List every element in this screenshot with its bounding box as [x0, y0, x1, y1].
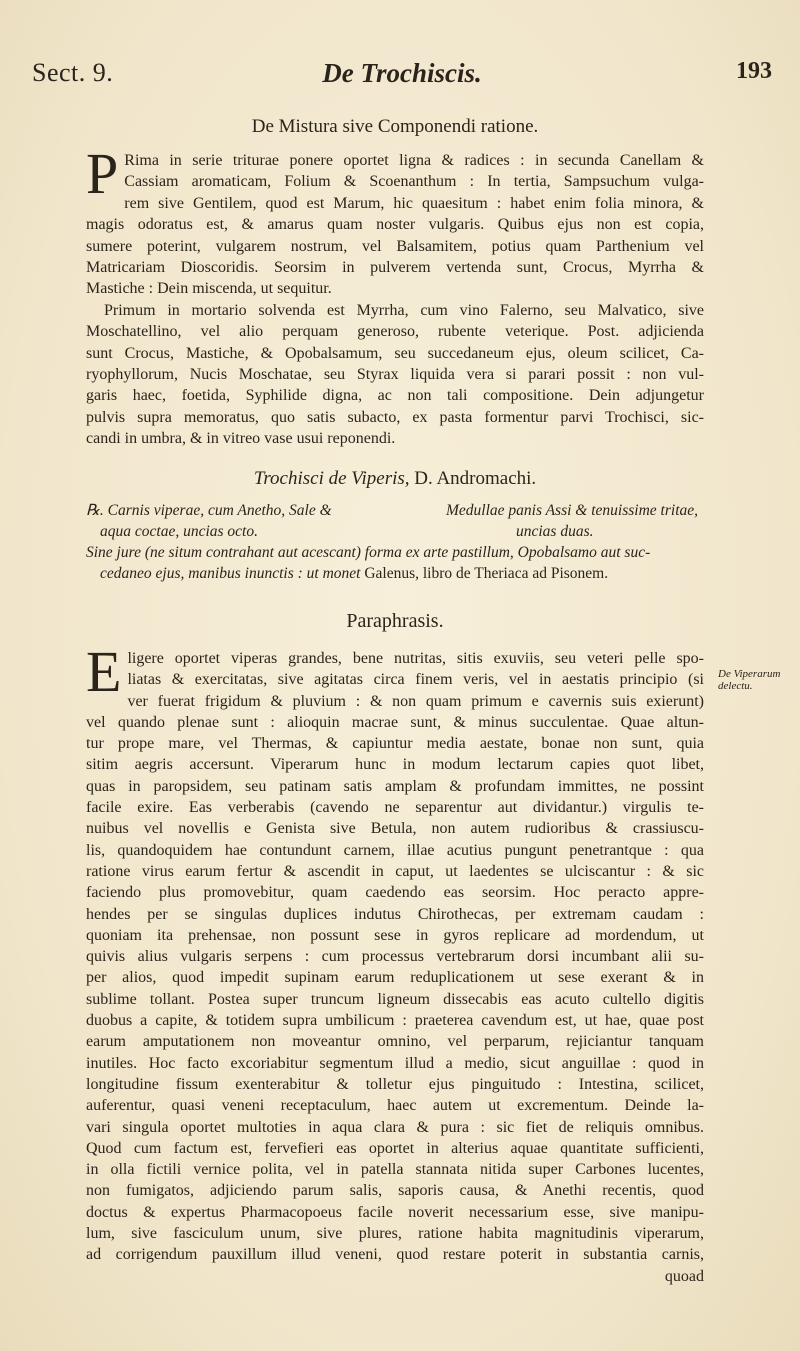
recipe-block	[86, 500, 704, 584]
paraphrasis-heading: Paraphrasis.	[346, 610, 444, 632]
text-line: duobus a capite, & totidem supra umbilicum : praeterea cavendum est, ut hae, quae post	[86, 1012, 704, 1030]
recipe-source: Galenus, libro de Theriaca ad Pisonem.	[364, 565, 609, 582]
text-line: tur prope mare, vel Thermas, & capiuntur media aestate, bonae non sunt, quia	[86, 735, 704, 753]
text-line: earum amputationem non moveantur omnino, vel perparum, rejiciantur tanquam	[86, 1033, 704, 1051]
catchword: quoad	[664, 1267, 704, 1285]
text-line: Moschatellino, vel alio perquam generoso, rubente veterique. Post. adjicienda	[86, 323, 704, 341]
text-line: liatas & exercitatas, sive agitatas circa finem veris, vel in aestatis principio (si	[127, 671, 704, 689]
text-line: non fumigatos, adjiciendo parum salis, saporis causa, & Anethi recentis, quod	[86, 1182, 704, 1200]
section-label: Sect. 9.	[32, 58, 114, 87]
text-line: Matricariam Dioscoridis. Seorsim in pulverem vertenda sunt, Crocus, Myrrha &	[86, 258, 704, 276]
text-line: auferentur, quasi veneni receptaculum, haec autem ut excrementum. Deinde la-	[86, 1097, 704, 1115]
recipe-quantity: aqua coctae, uncias octo.	[100, 523, 258, 540]
recipe-heading-author: D. Andromachi.	[414, 468, 537, 489]
text-line: ver fuerat frigidum & pluvium : & non quam primum e cavernis suis exierunt)	[127, 692, 704, 710]
text-line: vari singula oportet multoties in aqua clara & pura : sic fiet de reliquis omnibus.	[86, 1118, 704, 1136]
text-line: ryophyllorum, Nucis Moschatae, seu Styrax liquida vera si parari possit : non vul-	[86, 365, 704, 383]
text-line: faciendo plus promovebitur, quam caedendo eas seorsim. Hoc peracto appre-	[86, 884, 704, 902]
paragraph-paraphrasis	[86, 639, 704, 1287]
text-line: hendes per se singulas duplices indutus Chirothecas, per extremam caudam :	[86, 905, 704, 923]
text-line: quivis alius vulgaris serpens : cum processus vertebrarum dorsi incumbant alii su-	[86, 948, 704, 966]
text-line: sumere poterint, vulgarem nostrum, vel Balsamitem, potius quam Parthenium vel	[86, 237, 704, 255]
text-line: lum, sive fasciculum unum, sive plures, ratione habita magnitudinis viperarum,	[86, 1225, 704, 1243]
recipe-instruction: cedaneo ejus, manibus inunctis : ut monet	[100, 565, 361, 582]
text-line: Primum in mortario solvenda est Myrrha, cum vino Falerno, seu Malvatico, sive	[104, 301, 704, 319]
recipe-ingredient: ℞. Carnis viperae, cum Anetho, Sale &	[86, 502, 332, 519]
text-line: sublime tollant. Postea super truncum ligneum dissecabis eas acuto cultello digitis	[86, 990, 704, 1008]
text-line: garis haec, foetida, Syphilide digna, ac non tali compositione. Dein adjungetur	[86, 387, 704, 405]
drop-cap: P	[86, 141, 119, 206]
text-line: pulvis supra memoratus, quo satis subacto, ex pasta formentur parvi Trochisci, sic-	[86, 408, 704, 426]
recipe-heading	[86, 468, 704, 490]
page-title: De Trochiscis.	[322, 58, 482, 88]
section-heading: De Mistura sive Componendi ratione.	[251, 116, 539, 137]
text-line: longitudine fissum exenterabitur & tolletur ejus pinguitudo : Intestina, scilicet,	[86, 1075, 704, 1093]
text-line: sitim aegris accersunt. Viperarum hunc in modum lectarum capies quot libet,	[86, 756, 704, 774]
text-line: nuibus vel novellis e Genista sive Betula, non autem rudioribus & crassiuscu-	[86, 820, 704, 838]
page-number: 193	[736, 58, 772, 84]
drop-cap: E	[86, 639, 122, 704]
text-line: in olla fictili vernice polita, vel in patella stannata nitida super Carbones lucentes,	[86, 1161, 704, 1179]
text-line: doctus & expertus Pharmacopoeus facile noverit necessarium esse, sive manipu-	[86, 1203, 704, 1221]
text-line: Mastiche : Dein miscenda, ut sequitur.	[86, 280, 332, 298]
text-line: quoniam ita prehensae, non possunt sese in gyros replicare ad mordendum, ut	[86, 926, 704, 944]
text-line: magis odoratus est, & amarus quam noster vulgaris. Quibus ejus non est copia,	[86, 216, 704, 234]
margin-note: De Viperarum delectu.	[718, 668, 781, 692]
running-head	[32, 58, 772, 98]
text-line: lis, quandoquidem hae contundunt carnem, illae acutius pungunt penetrantque : qua	[86, 841, 704, 859]
text-line: facile exire. Eas verberabis (cavendo ne separentur aut dividantur.) virgulis te-	[86, 799, 704, 817]
paragraph-mistura	[86, 141, 704, 449]
text-line: quas in paropsidem, seu patinam satis amplam & profundam immittes, ne possint	[86, 777, 704, 795]
text-line: vel quando plenae sunt : alioquin macrae sunt, & minus succulentae. Quae altun-	[86, 713, 704, 731]
recipe-ingredient: Medullae panis Assi & tenuissime tritae,	[446, 502, 699, 519]
recipe-heading-italic: Trochisci de Viperis,	[253, 468, 410, 489]
recipe-quantity: uncias duas.	[516, 523, 594, 540]
text-line: rem sive Gentilem, quod est Marum, hic quaesitum : habet enim folia minora, &	[124, 194, 704, 212]
text-line: Quod cum factum est, fervefieri eas oportet in alterius aquae quantitate sufficienti,	[86, 1139, 704, 1157]
text-line: per alios, quod impedit supinam earum reduplicationem ut sese exerant & in	[86, 969, 704, 987]
text-line: sunt Crocus, Mastiche, & Opobalsamum, seu succedaneum ejus, oleum scilicet, Ca-	[86, 344, 704, 362]
text-line: candi in umbra, & in vitreo vase usui reponendi.	[86, 430, 396, 448]
text-line: inutiles. Hoc facto excoriabitur segmentum illud a medio, sicut anguillae : quod in	[86, 1054, 704, 1072]
text-line: ad corrigendum pauxillum illud veneni, quod restare poterit in substantia carnis,	[86, 1246, 704, 1264]
text-line: ligere oportet viperas grandes, bene nutritas, sitis exuviis, seu veteri pelle spo-	[127, 650, 704, 667]
recipe-instruction: Sine jure (ne situm contrahant aut acescant) forma ex arte pastillum, Opobalsamo aut suc-	[86, 544, 651, 561]
text-line: Cassiam aromaticam, Folium & Scoenanthum : In tertia, Sampsuchum vulga-	[124, 173, 704, 191]
text-line: ratione virus earum fertur & ascendit in caput, ut laedentes se ulciscantur : & sic	[86, 862, 704, 880]
text-line: Rima in serie triturae ponere oportet ligna & radices : in secunda Canellam &	[124, 152, 704, 169]
